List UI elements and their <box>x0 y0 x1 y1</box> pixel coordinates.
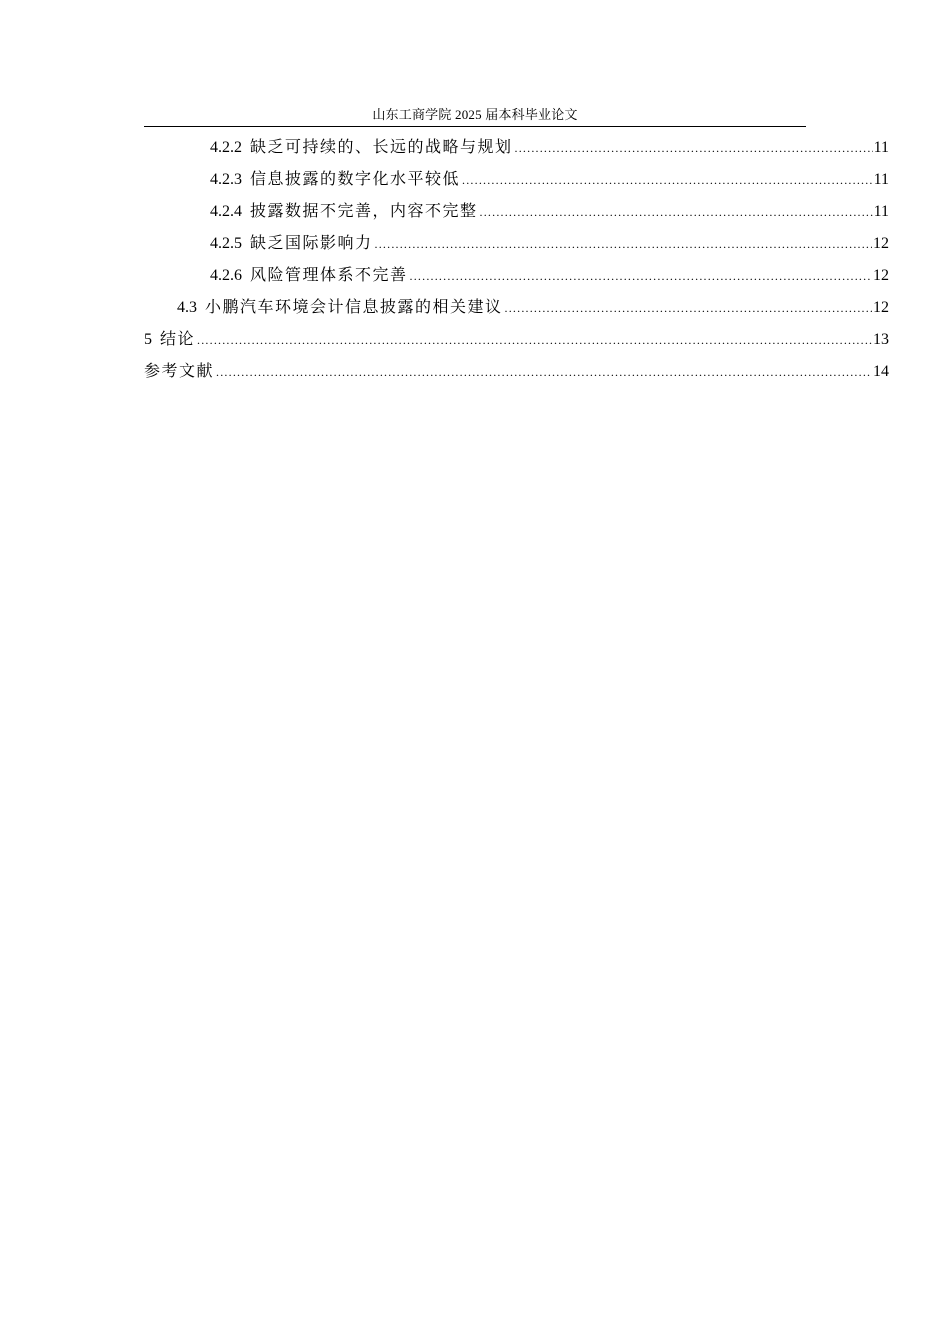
toc-entry[interactable] <box>144 260 889 292</box>
toc-entry-page: 11 <box>873 139 889 156</box>
toc-entry[interactable] <box>144 196 889 228</box>
toc-entry-title: 风险管理体系不完善 <box>250 267 408 284</box>
toc-entry-number: 4.3 <box>177 299 197 316</box>
toc-entry-page: 12 <box>873 267 889 284</box>
toc-entry-page: 12 <box>873 299 889 316</box>
toc-dot-leader <box>216 356 872 388</box>
toc-entry-title: 参考文献 <box>144 363 215 380</box>
toc-dot-leader <box>480 196 873 228</box>
toc-entry[interactable] <box>144 164 889 196</box>
toc-dot-leader <box>505 292 872 324</box>
toc-entry-page: 11 <box>873 171 889 188</box>
toc-entry[interactable] <box>144 292 889 324</box>
toc-dot-leader <box>197 324 872 356</box>
toc-dot-leader <box>515 132 873 164</box>
toc-entry[interactable] <box>144 356 889 388</box>
toc-entry-page: 11 <box>873 203 889 220</box>
toc-entry-title: 缺乏可持续的、长远的战略与规划 <box>250 139 513 156</box>
toc-entry-title: 结论 <box>160 331 196 348</box>
toc-entry-number: 4.2.4 <box>210 203 242 220</box>
toc-entry-number: 5 <box>144 331 152 348</box>
toc-entry-page: 12 <box>873 235 889 252</box>
toc-entry-number: 4.2.5 <box>210 235 242 252</box>
toc-dot-leader <box>375 228 872 260</box>
header-rule <box>144 126 806 127</box>
toc-entry-title: 小鹏汽车环境会计信息披露的相关建议 <box>205 299 503 316</box>
toc-entry-page: 14 <box>873 363 889 380</box>
toc-dot-leader <box>462 164 873 196</box>
toc-entry-title: 披露数据不完善，内容不完整 <box>250 203 478 220</box>
toc-entry-title: 缺乏国际影响力 <box>250 235 373 252</box>
table-of-contents <box>144 132 889 388</box>
running-header: 山东工商学院 2025 届本科毕业论文 <box>372 107 578 122</box>
toc-entry-number: 4.2.2 <box>210 139 242 156</box>
toc-entry[interactable] <box>144 324 889 356</box>
toc-entry-number: 4.2.3 <box>210 171 242 188</box>
toc-entry-title: 信息披露的数字化水平较低 <box>250 171 461 188</box>
toc-entry-number: 4.2.6 <box>210 267 242 284</box>
toc-entry[interactable] <box>144 228 889 260</box>
toc-dot-leader <box>410 260 872 292</box>
toc-entry-page: 13 <box>873 331 889 348</box>
toc-entry[interactable] <box>144 132 889 164</box>
